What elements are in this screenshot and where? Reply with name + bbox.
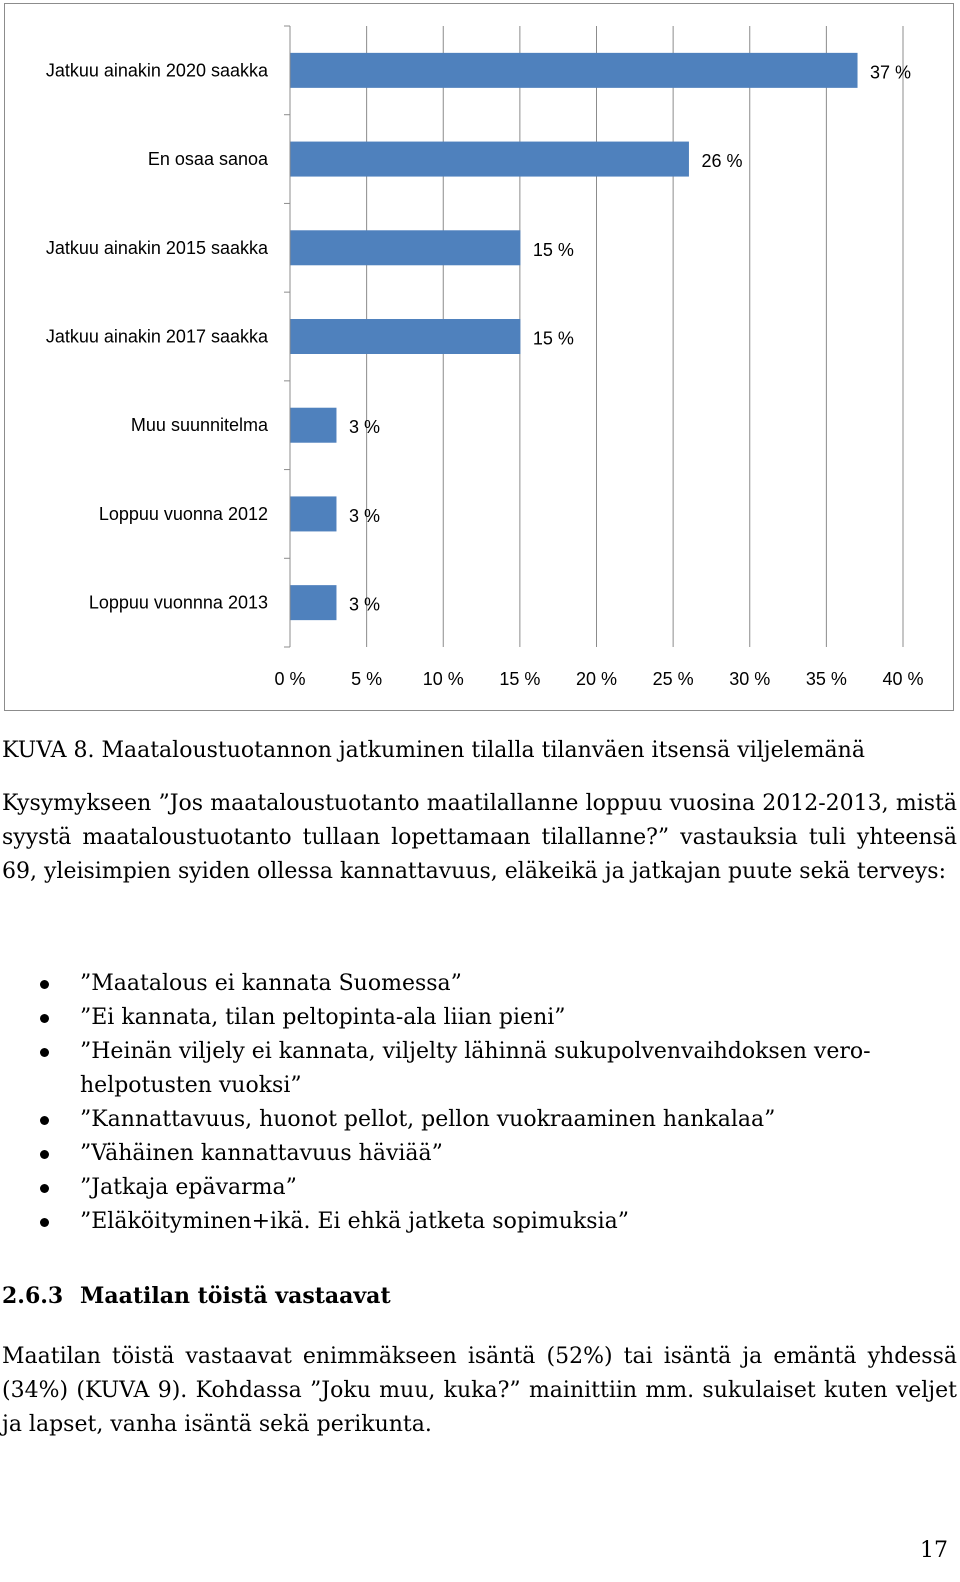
bar (291, 408, 337, 443)
x-tick-label: 15 % (499, 669, 541, 689)
figure-caption: KUVA 8. Maataloustuotannon jatkuminen tilalla tilanväen itsensä viljelemänä (2, 738, 865, 763)
category-label: Jatkuu ainakin 2015 saakka (45, 237, 268, 258)
category-label: Muu suunnitelma (130, 415, 268, 436)
x-tick-label: 0 % (274, 669, 306, 689)
data-label: 15 % (532, 328, 574, 349)
list-item: ”Vähäinen kannattavuus häviää” (0, 1137, 955, 1171)
list-item: ”Ei kannata, tilan peltopinta-ala liian pieni” (0, 1001, 955, 1035)
x-tick-label: 25 % (652, 669, 694, 689)
bar (291, 230, 521, 265)
x-tick-label: 10 % (422, 669, 464, 689)
chart-frame (4, 3, 954, 711)
x-tick-label: 30 % (729, 669, 771, 689)
list-item: ”Maatalous ei kannata Suomessa” (0, 967, 955, 1001)
data-label: 15 % (532, 239, 574, 260)
category-label: En osaa sanoa (147, 149, 268, 170)
paragraph-work-responsibility: Maatilan töistä vastaavat enimmäkseen isäntä (52%) tai isäntä ja emäntä yhdessä (34%) (KUVA 9). Kohdassa ”Joku muu, kuka?” mainittiin mm. sukulaiset kuten veljet ja lapset, vanha isäntä sekä perikunta. (2, 1344, 957, 1437)
category-label: Loppuu vuonnna 2013 (88, 592, 268, 613)
bar (291, 53, 858, 88)
category-label: Jatkuu ainakin 2020 saakka (45, 60, 268, 81)
list-item: ”Eläköityminen+ikä. Ei ehkä jatketa sopimuksia” (0, 1205, 955, 1239)
section-heading (2, 1283, 391, 1309)
bar (291, 585, 337, 620)
x-tick-label: 5 % (351, 669, 383, 689)
data-label: 3 % (348, 417, 381, 438)
section-title: Maatilan töistä vastaavat (80, 1283, 391, 1309)
page-number: 17 (920, 1538, 948, 1563)
list-item: ”Heinän viljely ei kannata, viljelty lähinnä sukupolvenvaihdoksen vero-helpotusten vuoksi” (0, 1035, 955, 1103)
bar (291, 496, 337, 531)
x-tick-label: 35 % (805, 669, 847, 689)
category-label: Jatkuu ainakin 2017 saakka (45, 326, 268, 347)
list-item: ”Kannattavuus, huonot pellot, pellon vuokraaminen hankalaa” (0, 1103, 955, 1137)
data-label: 3 % (348, 594, 381, 615)
data-label: 3 % (348, 505, 381, 526)
data-label: 26 % (701, 151, 743, 172)
data-label: 37 % (870, 62, 912, 83)
category-label: Loppuu vuonna 2012 (98, 503, 268, 524)
x-tick-label: 20 % (575, 669, 618, 689)
bar-chart (5, 4, 953, 710)
list-item: ”Jatkaja epävarma” (0, 1171, 955, 1205)
answer-list (0, 967, 955, 1239)
x-tick-label: 40 % (882, 669, 924, 689)
paragraph-survey-question: Kysymykseen ”Jos maataloustuotanto maatilallanne loppuu vuosina 2012-2013, mistä syystä maataloustuotanto tullaan lopettamaan tilallanne?” vastauksia tuli yhteensä 69, yleisimpien syiden ollessa kannattavuus, eläkeikä ja jatkajan puute sekä terveys: (2, 791, 957, 884)
bar (291, 142, 689, 177)
section-number: 2.6.3 (2, 1283, 64, 1309)
bar (291, 319, 521, 354)
